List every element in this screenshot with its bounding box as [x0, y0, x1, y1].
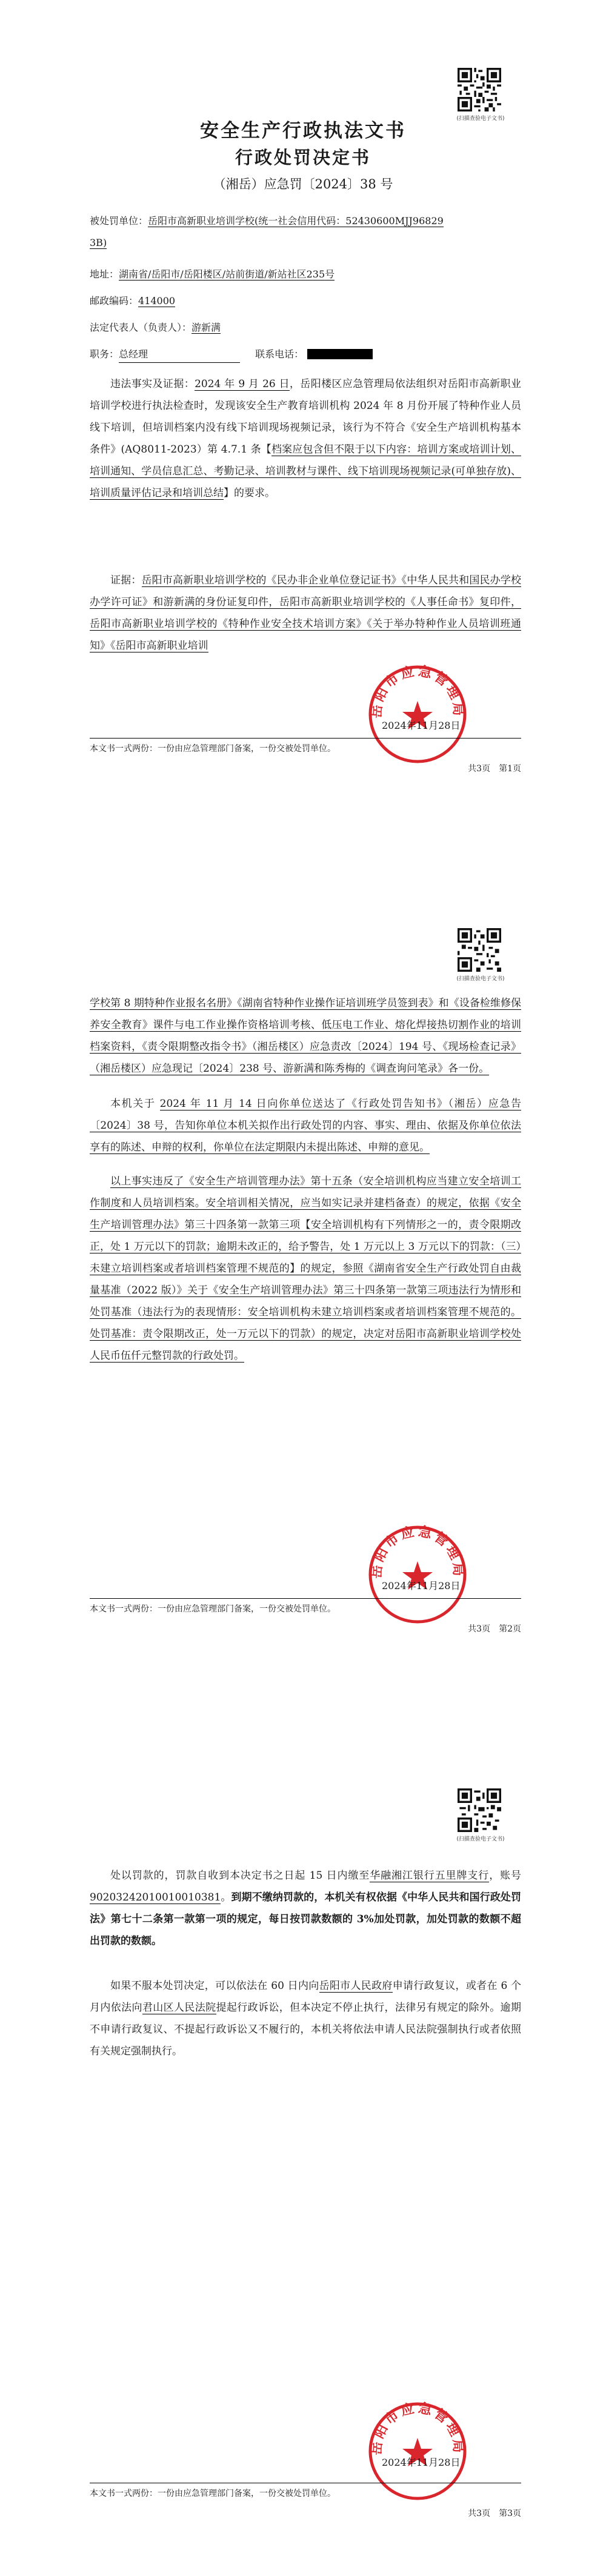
party-label: 被处罚单位：: [90, 215, 148, 227]
notification-text-b: 向你单位送达了《行政处罚告知书》（湘岳）应急告〔2024〕38 号，告知你单位本机关拟作出行政处罚的内容、事实、理由、依据及你单位依法享有的陈述、申辩的权利，你单位在法定期限内未提出陈述、申辩的意见。: [90, 1098, 521, 1154]
document-page-2: [0, 860, 606, 1696]
inspection-date: 2024 年 9 月 26 日: [195, 378, 290, 390]
seal-date: 2024年11月28日: [382, 720, 461, 731]
document-subtitle: 行政处罚决定书: [235, 147, 371, 168]
party-value: 岳阳市高新职业培训学校(统一社会信用代码：52430600MJJ96829: [148, 215, 444, 227]
appeal-text-c: 提起行政诉讼，但本决定不停止执行，法律另有规定的除外。逾期不申请行政复议、不提起行政诉讼又不履行的，本机关将依法申请人民法院强制执行或者依照有关规定强制执行。: [90, 2002, 521, 2057]
document-page-1: [0, 0, 606, 836]
rep-field: [90, 320, 521, 336]
notification-paragraph: [90, 1093, 521, 1158]
qr-code-icon: [458, 68, 501, 111]
payment-paragraph: [90, 1865, 521, 1952]
legal-basis-text: 以上事实违反了《安全生产培训管理办法》第十五条（安全培训机构应当建立安全培训工作制度和人员培训档案。安全培训相关情况，应当如实记录并建档备查）的规定，依据《安全生产培训管理办法》第三十四条第一款第三项【安全培训机构有下列情形之一的，责令限期改正，处 1 万元以下的罚款；逾期未改正的，给予警告，处 1 万元以上 3 万元以下的罚款：（三）未建立培训档案或者培训档案管理不规范的】的规定，参照《湖南省安全生产行政处罚自由裁量基准（2022 版）》关于《安全生产培训管理办法》第三十四条第一款第三项违法行为情形和处罚基准（违法行为的表现情形：安全培训机构未建立培训档案或者培训档案管理不规范的。处罚基准：责令限期改正，处一万元以下的罚款）的规定，决定对岳阳市高新职业培训学校处人民币伍仟元整罚款的行政处罚。: [90, 1175, 521, 1362]
violation-facts-paragraph: [90, 373, 521, 504]
postcode-label: 邮政编码：: [90, 295, 139, 307]
rep-label: 法定代表人（负责人）：: [90, 322, 192, 333]
legal-basis-paragraph: [90, 1170, 521, 1367]
violation-facts-text: ，岳阳楼区应急管理局依法组织对岳阳市高新职业培训学校进行执法检查时，发现该安全生产教育培训机构 2024 年 8 月份开展了特种作业人员线下培训，但培训档案内没有线下培训现场视频记录，该行为不符合《安全生产培训机构基本条件》(AQ8011-2023）第 4.7.1 条【: [90, 378, 522, 456]
appeal-government: 岳阳市人民政府: [319, 1980, 393, 1992]
seal-text: 岳阳市应急管理局: [368, 1524, 467, 1579]
document-title: 安全生产行政执法文书: [200, 120, 406, 142]
evidence-continued-text: 学校第 8 期特种作业报名名册》《湖南省特种作业操作证培训班学员签到表》和《设备检维修保养安全教育》课件与电工作业操作资格培训考核、低压电工作业、熔化焊接热切割作业的培训档案资料，《责令限期整改指令书》（湘岳楼区）应急责改〔2024〕194 号、《现场检查记录》（湘岳楼区）应急现记〔2024〕238 号、游新满和陈秀梅的《调查询问笔录》各一份。: [90, 997, 521, 1075]
official-seal-icon: [367, 2400, 468, 2502]
rep-value: 游新满: [191, 322, 221, 333]
payment-text-a: 处以罚款的，罚款自收到本决定书之日起 15 日内缴至: [110, 1870, 370, 1882]
redacted-phone: [307, 349, 373, 359]
payment-account: 90203242010010010381: [90, 1891, 221, 1904]
party-field-cont: [90, 235, 521, 251]
official-seal-icon: [367, 1524, 468, 1625]
evidence-continued-paragraph: [90, 992, 521, 1080]
late-payment-warning: 到期不缴纳罚款的，本机关有权依据《中华人民共和国行政处罚法》第七十二条第一款第一项的规定，每日按罚款数额的 3%加处罚款，加处罚款的数额不超出罚款的数额。: [90, 1891, 522, 1947]
evidence-paragraph: [90, 569, 521, 657]
page-number: 共3页 第3页: [468, 2509, 521, 2518]
footer-divider: [90, 738, 521, 739]
seal-text: 岳阳市应急管理局: [368, 663, 467, 719]
appeal-paragraph: [90, 1975, 521, 2062]
position-value: 总经理: [119, 347, 240, 363]
document-page-3: [0, 1721, 606, 2576]
footer-note: 本文书一式两份：一份由应急管理部门备案，一份交被处罚单位。: [90, 1604, 336, 1614]
address-label: 地址：: [90, 268, 119, 280]
postcode-value: 414000: [138, 295, 176, 307]
evidence-list: 岳阳市高新职业培训学校的《民办非企业单位登记证书》《中华人民共和国民办学校办学许可证》和游新满的身份证复印件，岳阳市高新职业培训学校的《人事任命书》复印件，岳阳市高新职业培训学校的《特种作业安全技术培训方案》《关于举办特种作业人员培训班通知》《岳阳市高新职业培训: [90, 574, 521, 652]
document-number: （湘岳）应急罚〔2024〕38 号: [213, 177, 393, 191]
official-seal-icon: [367, 663, 468, 765]
page-number: 共3页 第2页: [468, 1624, 521, 1634]
qr-caption: (扫描查验电子文书): [456, 116, 505, 122]
notification-date: 2024 年 11 月 14 日: [159, 1098, 268, 1110]
qr-caption: (扫描查验电子文书): [456, 976, 505, 982]
party-field: [90, 213, 521, 229]
payment-bank: 华融湘江银行五里牌支行: [370, 1870, 490, 1882]
footer-note: 本文书一式两份：一份由应急管理部门备案，一份交被处罚单位。: [90, 744, 336, 754]
address-field: [90, 267, 521, 282]
violation-facts-label: 违法事实及证据：: [110, 378, 195, 390]
evidence-label: 证据：: [110, 574, 142, 586]
appeal-text-a: 如果不服本处罚决定，可以依法在 60 日内向: [110, 1980, 319, 1992]
position-field: [90, 347, 521, 363]
violation-facts-end: 】的要求。: [224, 487, 275, 499]
qr-caption: (扫描查验电子文书): [456, 1836, 505, 1842]
address-value: 湖南省/岳阳市/岳阳楼区/站前街道/新站社区235号: [119, 268, 335, 280]
seal-date: 2024年11月28日: [382, 2457, 461, 2468]
qr-code-icon: [458, 928, 501, 972]
payment-text-b: ，账号: [489, 1870, 522, 1882]
payment-text-c: 。: [221, 1891, 231, 1904]
party-value-2: 3B): [90, 237, 107, 248]
position-label: 职务：: [90, 348, 119, 360]
phone-label: 联系电话：: [255, 348, 304, 360]
footer-divider: [90, 1598, 521, 1599]
postcode-field: [90, 293, 521, 309]
qr-code-icon: [458, 1788, 501, 1832]
page-number: 共3页 第1页: [468, 764, 521, 774]
seal-date: 2024年11月28日: [382, 1580, 461, 1592]
archive-requirements: 档案应包含但不限于以下内容：培训方案或培训计划、培训通知、学员信息汇总、考勤记录、培训教材与课件、线下培训现场视频记录(可单独存放)、培训质量评估记录和培训总结: [90, 443, 522, 499]
appeal-court: 君山区人民法院: [142, 2002, 216, 2014]
notification-text-a: 本机关于: [110, 1098, 160, 1110]
appeal-text-b: 申请行政复议，或者在 6 个月内依法向: [90, 1980, 521, 2014]
seal-text: 岳阳市应急管理局: [368, 2400, 467, 2456]
footer-note: 本文书一式两份：一份由应急管理部门备案，一份交被处罚单位。: [90, 2489, 336, 2498]
